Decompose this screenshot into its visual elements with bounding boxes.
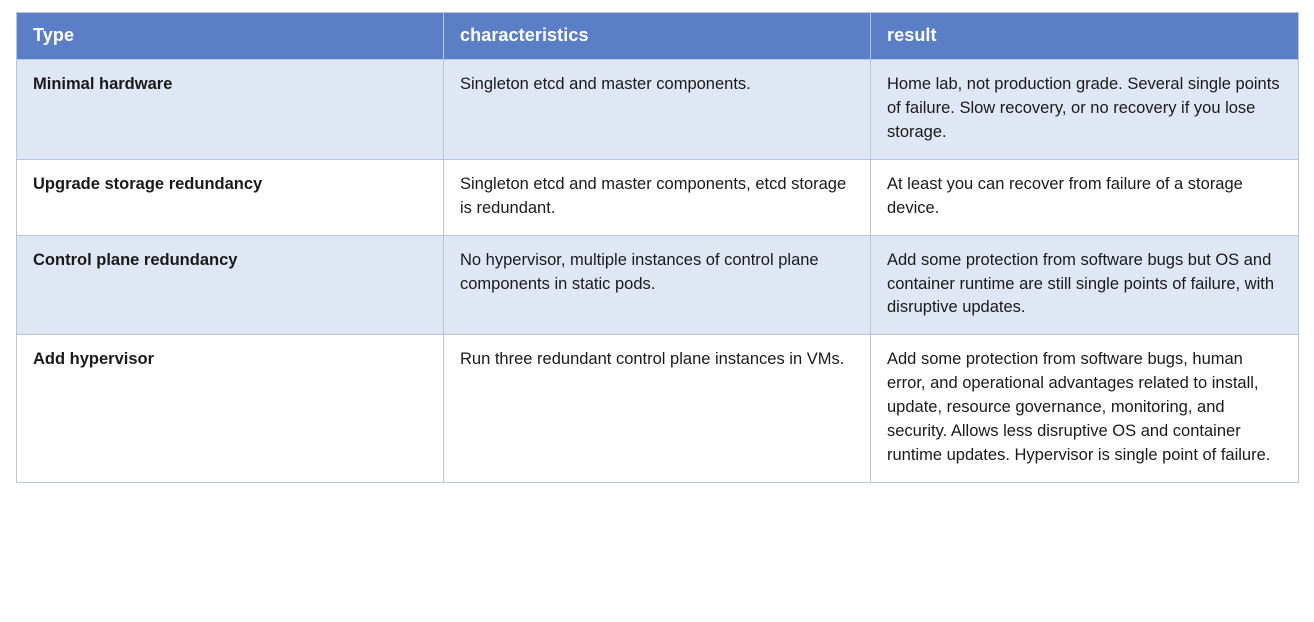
table-header [17,13,1299,60]
column-header-characteristics: characteristics [444,13,871,60]
cell-result: Add some protection from software bugs but OS and container runtime are still single points of failure, with disruptive updates. [871,235,1299,335]
table-row [17,235,1299,335]
cell-type: Control plane redundancy [17,235,444,335]
cell-characteristics: Run three redundant control plane instances in VMs. [444,335,871,483]
cell-type: Add hypervisor [17,335,444,483]
table-header-row [17,13,1299,60]
cell-result: At least you can recover from failure of a storage device. [871,159,1299,235]
cell-result: Home lab, not production grade. Several single points of failure. Slow recovery, or no recovery if you lose storage. [871,60,1299,160]
cell-result: Add some protection from software bugs, human error, and operational advantages related to install, update, resource governance, monitoring, and security. Allows less disruptive OS and container runtime updates. Hypervisor is single point of failure. [871,335,1299,483]
comparison-table [16,12,1299,483]
table-row [17,335,1299,483]
column-header-type: Type [17,13,444,60]
cell-characteristics: Singleton etcd and master components. [444,60,871,160]
table-row [17,159,1299,235]
cell-characteristics: Singleton etcd and master components, etcd storage is redundant. [444,159,871,235]
table-body [17,60,1299,483]
cell-characteristics: No hypervisor, multiple instances of control plane components in static pods. [444,235,871,335]
column-header-result: result [871,13,1299,60]
table-row [17,60,1299,160]
cell-type: Upgrade storage redundancy [17,159,444,235]
cell-type: Minimal hardware [17,60,444,160]
